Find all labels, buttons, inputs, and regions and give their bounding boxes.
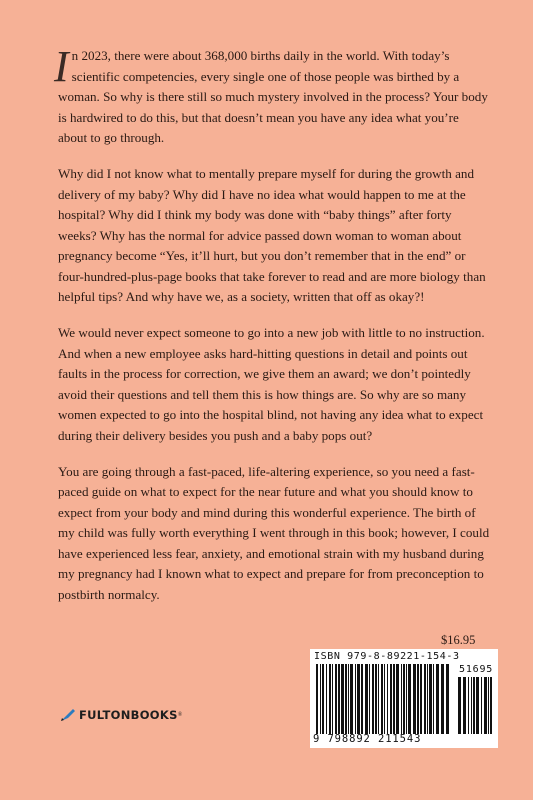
barcode-bar bbox=[406, 664, 407, 734]
barcode-bar bbox=[488, 677, 489, 734]
barcode-bar bbox=[355, 664, 356, 734]
barcode-bar bbox=[348, 664, 349, 734]
barcode-bar bbox=[361, 664, 363, 734]
barcode-bar bbox=[403, 664, 405, 734]
barcode-bar bbox=[390, 664, 392, 734]
publisher-logo bbox=[60, 708, 182, 722]
registered-mark: ® bbox=[177, 712, 183, 718]
isbn-barcode bbox=[310, 649, 498, 748]
barcode-bar bbox=[420, 664, 422, 734]
barcode-bar bbox=[408, 664, 411, 734]
price-addon-number: 51695 bbox=[459, 664, 494, 675]
barcode-bars bbox=[316, 664, 452, 734]
barcode-bar bbox=[369, 664, 370, 734]
barcode-bar bbox=[372, 664, 374, 734]
barcode-bar bbox=[345, 664, 347, 734]
barcode-bar bbox=[417, 664, 419, 734]
barcode-bar bbox=[427, 664, 428, 734]
barcode-bar bbox=[433, 664, 434, 734]
barcode-bar bbox=[468, 677, 469, 734]
barcode-bar bbox=[387, 664, 388, 734]
barcode-bar bbox=[350, 664, 353, 734]
barcode-bar bbox=[463, 677, 466, 734]
isbn-digits: 9 798892 211543 bbox=[313, 733, 422, 745]
barcode-bar bbox=[446, 664, 449, 734]
barcode-bar bbox=[329, 664, 331, 734]
barcode-bar bbox=[476, 677, 479, 734]
barcode-bar bbox=[335, 664, 337, 734]
barcode-bar bbox=[338, 664, 340, 734]
isbn-label: ISBN 979-8-89221-154-3 bbox=[314, 651, 460, 662]
barcode-bar bbox=[436, 664, 439, 734]
barcode-bar bbox=[481, 677, 482, 734]
barcode-bar bbox=[458, 677, 461, 734]
addon-barcode-bars bbox=[458, 677, 494, 734]
barcode-bar bbox=[441, 664, 444, 734]
barcode-bar bbox=[316, 664, 318, 734]
barcode-bar bbox=[378, 664, 379, 734]
barcode-bar bbox=[484, 677, 487, 734]
barcode-bar bbox=[393, 664, 395, 734]
drop-cap: I bbox=[54, 42, 69, 91]
barcode-bar bbox=[375, 664, 377, 734]
barcode-bar bbox=[401, 664, 402, 734]
paragraph-1-text: n 2023, there were about 368,000 births daily in the world. With today’s scientific competencies, every single one of those people was birthed by a woman. So why is there still so much mystery involved in the process? Your body is hardwired to do this, but that doesn’t mean you have any idea what you’re about to go through. bbox=[58, 48, 488, 145]
blurb-text bbox=[54, 42, 490, 621]
paragraph-4: You are going through a fast-paced, life-altering experience, so you need a fast-paced guide on what to expect for the near future and what you should know to expect from your body and mind during this wonderful experience. The birth of my child was fully worth everything I went through in this book; however, I could have experienced less fear, anxiety, and emotional strain with my husband during my pregnancy had I known what to expect and prepare for from preconception to postbirth normalcy. bbox=[58, 463, 490, 602]
barcode-bar bbox=[384, 664, 385, 734]
barcode-bar bbox=[490, 677, 492, 734]
barcode-bar bbox=[471, 677, 472, 734]
barcode-bar bbox=[320, 664, 321, 734]
barcode-bar bbox=[429, 664, 432, 734]
barcode-bar bbox=[424, 664, 426, 734]
price-label: $16.95 bbox=[441, 633, 476, 647]
barcode-bar bbox=[396, 664, 399, 734]
barcode-bar bbox=[473, 677, 475, 734]
quill-pen-icon bbox=[60, 708, 76, 722]
barcode-bar bbox=[326, 664, 327, 734]
paragraph-1 bbox=[54, 42, 490, 149]
barcode-bar bbox=[413, 664, 416, 734]
paragraph-3: We would never expect someone to go into a new job with little to no instruction. And when a new employee asks hard-hitting questions in detail and points out faults in the process for correction, we give them an award; we don’t pointedly avoid their questions and tell them this is how things are. So why are so many women expected to go into the hospital blind, not having any idea what to expect during their delivery besides you push and a baby pops out? bbox=[58, 325, 485, 443]
barcode-bar bbox=[341, 664, 344, 734]
barcode-bar bbox=[332, 664, 333, 734]
barcode-bar bbox=[357, 664, 360, 734]
paragraph-2: Why did I not know what to mentally prepare myself for during the growth and delivery of my baby? Why did I have no idea what would happen to me at the hospital? Why did I think my body was done with “baby things” after forty weeks? Why has the normal for advice passed down woman to woman about pregnancy become “Yes, it’ll hurt, but you don’t remember that in the end” or four-hundred-plus-page books that take forever to read and are more biology than helpful tips? And why have we, as a society, written that off as okay?! bbox=[58, 166, 486, 304]
barcode-bar bbox=[365, 664, 368, 734]
barcode-bar bbox=[381, 664, 383, 734]
barcode-bar bbox=[322, 664, 324, 734]
publisher-name: FULTONBOOKS bbox=[79, 708, 178, 722]
